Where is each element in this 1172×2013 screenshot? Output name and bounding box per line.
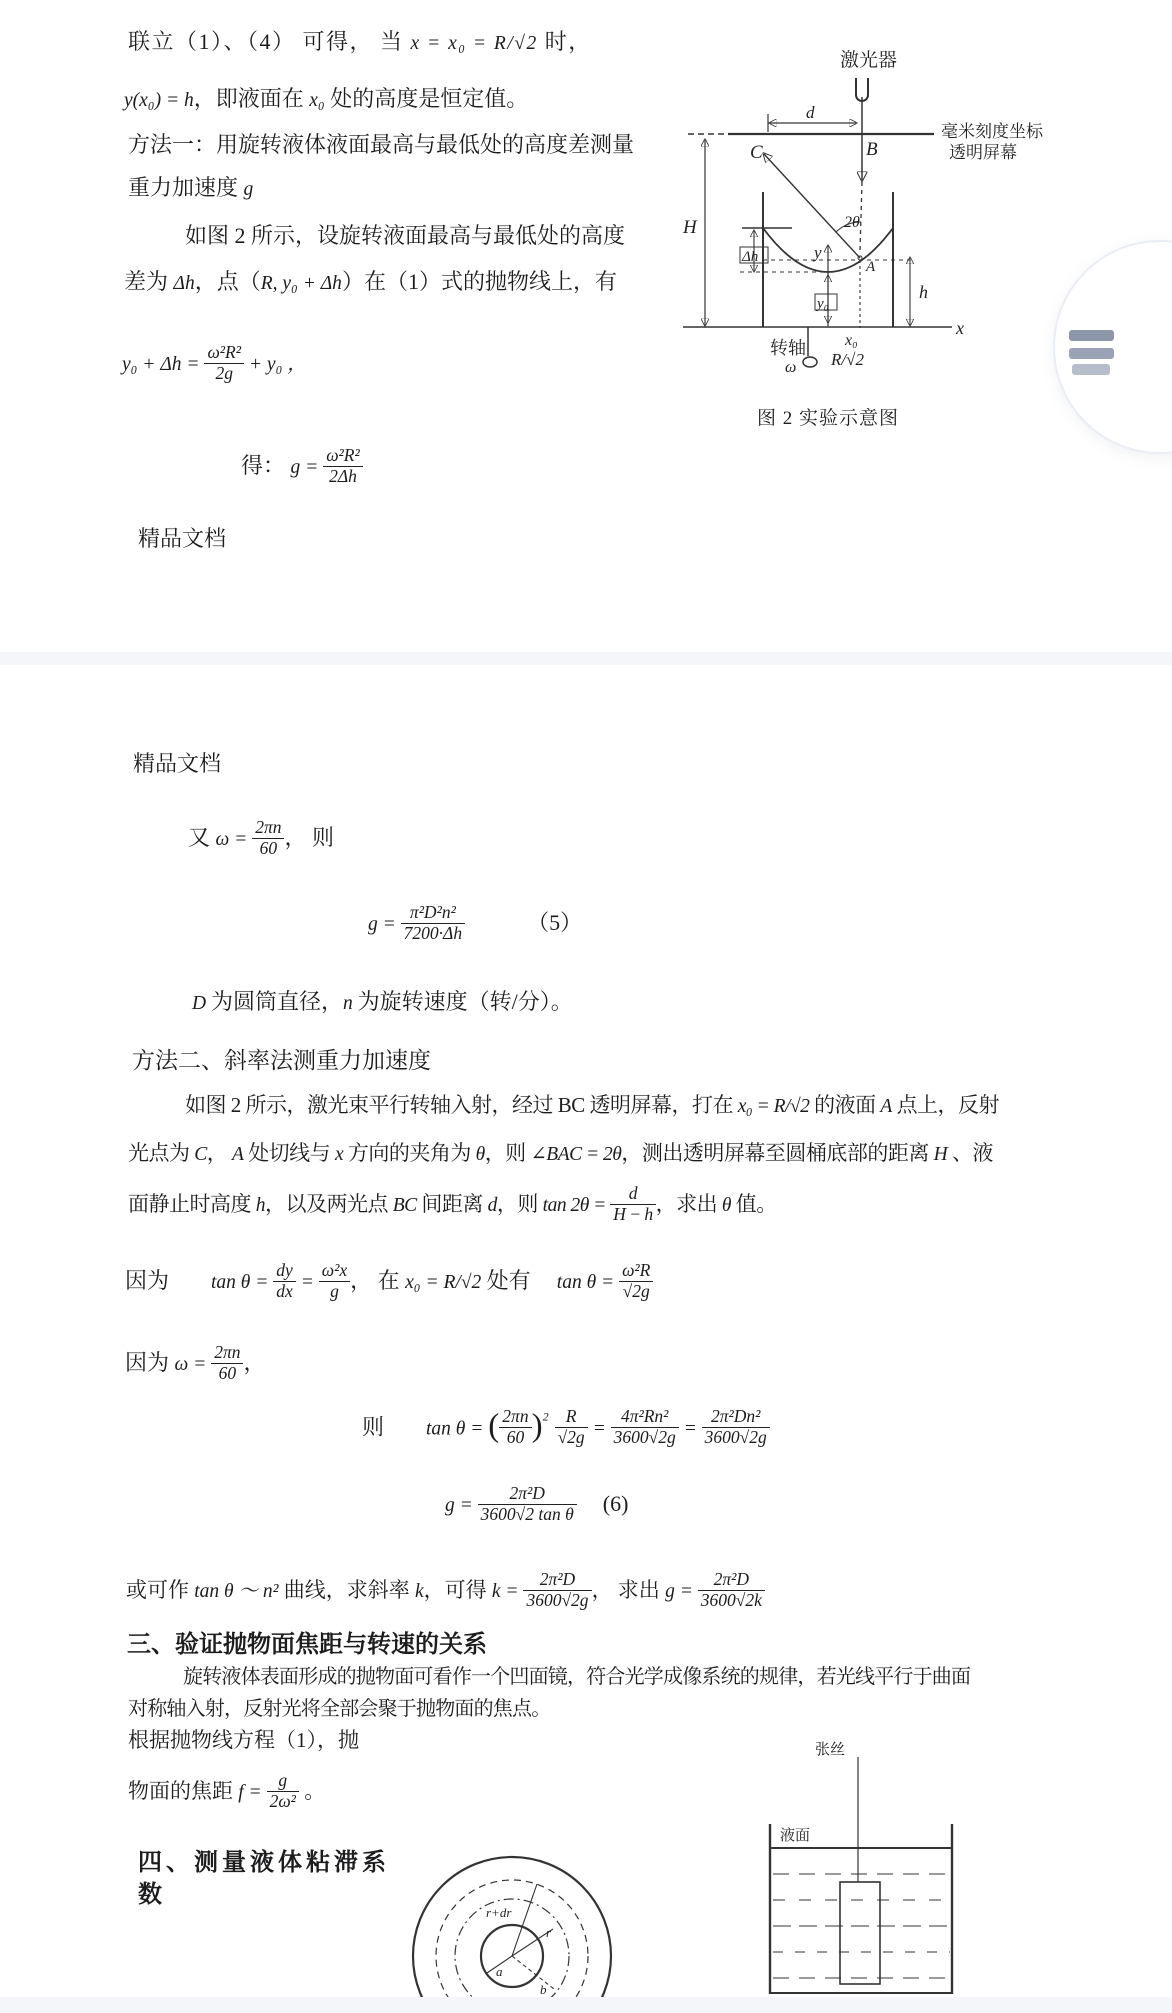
torsion-wire-label: 张丝 [815, 1742, 846, 1758]
formula: 则 tan θ = ( $\frac{2\pi n}{60}$ )$^2$ $\frac{R}{√2g}$ = $\frac{\text{4π²Rn²}}{3600√2g}$ = $\frac{\text{2π²Dn²}}{3600√2g}$ [362, 1408, 770, 1451]
dimensions [705, 140, 910, 367]
text-line: 联立（1）、（4） 可得， 当 x = x₀ = R/√2 时， [128, 29, 592, 54]
x-label: x [956, 318, 964, 338]
liquid-surface-label: 液面 [780, 1828, 811, 1844]
cup [770, 1757, 952, 1994]
equation-number: （5） [527, 910, 583, 936]
formula: 得： g = $\frac{\text{ω²R²}}{2\Delta h}$ [241, 448, 363, 488]
y-label: y [814, 243, 822, 262]
figure-caption: 图 2 实验示意图 [757, 408, 900, 429]
text-line: 面静止时高度 h，以及两光点 BC 间距离 d，则 tan 2θ = $\frac{d}{H - h}$ ，求出 θ 值。 [128, 1183, 777, 1224]
C-label: C [750, 142, 763, 163]
H-label: H [683, 217, 697, 238]
h-label: h [919, 282, 928, 302]
figure-concentric-circles [405, 1853, 617, 1997]
equation-number: (6) [602, 1491, 629, 1517]
section-heading: 四、测量液体粘滞系 [138, 1850, 390, 1876]
omega-label: ω [785, 359, 797, 376]
formula: 或可作 tan θ ～ n² 曲线，求斜率 k，可得 k = $\frac{\text{2π²D}}{3600√2g}$ ， 求出 g = $\frac{\text{2π²D}}{3600√2k}$ [126, 1572, 765, 1612]
text-line: 光点为 C， A 处切线与 x 方向的夹角为 θ，则 ∠BAC = 2θ，测出透明屏幕至圆桶底部的距离 H 、液 [128, 1141, 993, 1165]
d-label: d [806, 103, 815, 122]
dh-label: Δh [742, 249, 759, 265]
y0-label: y₀ [817, 296, 829, 312]
formula: 因为 ω = $\frac{2\pi n}{60}$ ， [125, 1342, 266, 1383]
formula: 物面的焦距 f = $\frac{g}{\text{2ω²}}$ 。 [128, 1770, 326, 1811]
axis-label: 转轴 [770, 338, 806, 358]
watermark: 精品文档 [138, 526, 227, 551]
formula: y₀ + Δh = $\frac{\text{ω²R²}}{2g}$ + y₀ ， [122, 342, 307, 383]
text-line: D 为圆筒直径，n 为旋转速度（转/分）。 [192, 989, 573, 1014]
text-line: 对称轴入射，反射光将全部会聚于抛物面的焦点。 [128, 1698, 551, 1720]
x0-label: x₀ [845, 332, 858, 349]
B-label: B [866, 139, 878, 160]
a-label: a [496, 1964, 503, 1979]
screen-label-1: 毫米刻度坐标 [941, 122, 1043, 141]
text-line: 根据抛物线方程（1），抛 [128, 1728, 359, 1752]
text-line: 重力加速度 g [128, 175, 254, 200]
text-line: 差为 Δh，点（R, y₀ + Δh）在（1）式的抛物线上，有 [124, 269, 617, 294]
formula: g = $\frac{\text{2π²D}}{\text{3600√2 tan θ}}$ (6) [445, 1483, 629, 1524]
section-heading: 数 [138, 1882, 162, 1908]
r-plus-dr-label: r+dr [486, 1905, 512, 1920]
angle-label: 2θ [844, 214, 860, 231]
laser-label: 激光器 [840, 50, 898, 71]
menu-button[interactable] [1053, 240, 1172, 454]
section-heading: 三、验证抛物面焦距与转速的关系 [127, 1632, 487, 1658]
reflected-ray [764, 154, 860, 258]
inner-cylinder [840, 1882, 880, 1984]
formula: g = $\frac{\text{π²D²n²}}{7200\cdot\Delta h}$ （5） [368, 902, 583, 943]
formula: 又 ω = $\frac{2\pi n}{60}$ ， 则 [188, 817, 334, 858]
page-separator [0, 652, 1172, 665]
b-label: b [540, 1982, 547, 1997]
watermark: 精品文档 [133, 751, 222, 776]
circles [413, 1857, 611, 1997]
text-line: 如图 2 所示，激光束平行转轴入射，经过 BC 透明屏幕，打在 x₀ = R/√2 的液面 A 点上，反射 [185, 1093, 1000, 1117]
figure-experiment-diagram [650, 38, 1060, 386]
text-line: 如图 2 所示，设旋转液面最高与最低处的高度 [185, 223, 626, 248]
text-line: 旋转液体表面形成的抛物面可看作一个凹面镜，符合光学成像系统的规律，若光线平行于曲面 [183, 1666, 971, 1688]
A-label: A [866, 259, 876, 275]
figure-viscosity-cup [755, 1738, 980, 1997]
text-line: y(x₀) = h，即液面在 x₀ 处的高度是恒定值。 [124, 86, 529, 111]
formula: 因为 tan θ = $\frac{dy}{dx}$ = $\frac{\text{ω²x}}{g}$ ， 在 x₀ = R/√2 处有 tan θ = $\frac{\text{ω²R}}{√2g}$ [125, 1263, 653, 1303]
text-line: 方法一：用旋转液体液面最高与最低处的高度差测量 [128, 132, 635, 157]
screen-label-2: 透明屏幕 [949, 143, 1017, 162]
r-label: r [546, 1925, 552, 1940]
section-heading: 方法二、斜率法测重力加速度 [132, 1048, 431, 1073]
page-separator [0, 1997, 1172, 2013]
R-sqrt2-label: R/√2 [831, 350, 864, 369]
